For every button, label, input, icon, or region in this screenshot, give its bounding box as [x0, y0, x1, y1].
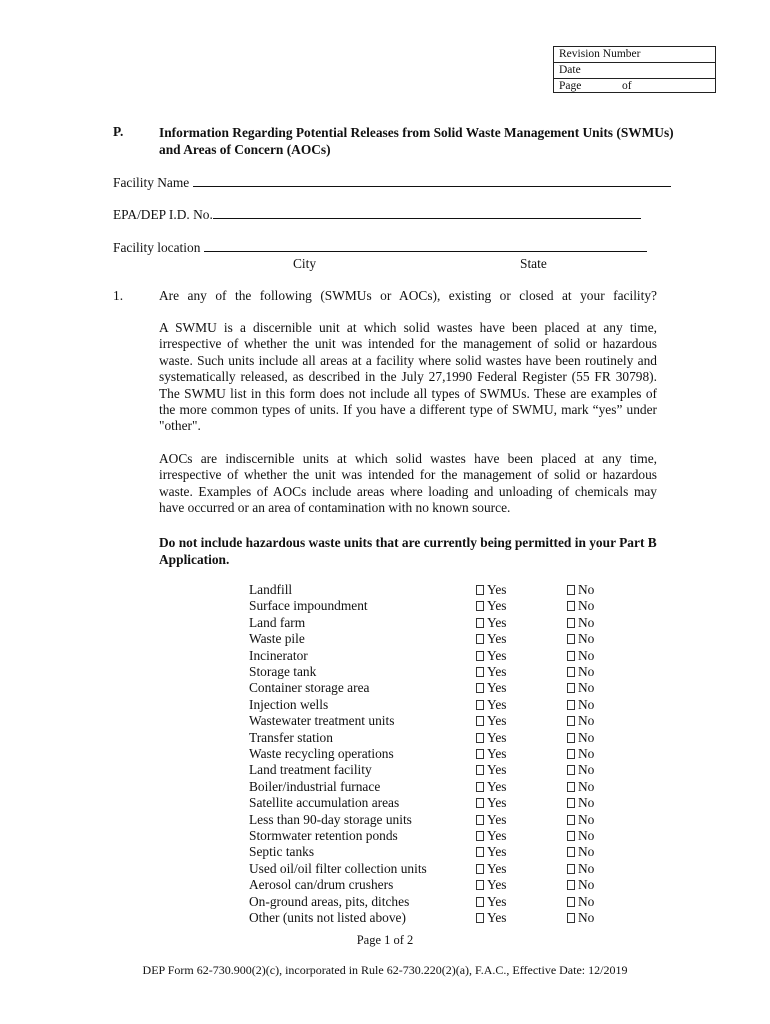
no-label: No [578, 860, 595, 876]
swmu-definition: A SWMU is a discernible unit at which solid wastes have been placed at any time, irrespective of whether the unit was intended for the management of solid or hazardous waste. Such units include all areas at a facility where solid wastes have been routinely and systematically released, as described in the July 27,1990 Federal Register (55 FR 30798). The SWMU list in this form does not include all types of SWMUs. These are examples of the more common types of units. If you have a different type of SWMU, mark “yes” under "other". [159, 320, 657, 434]
yes-checkbox[interactable] [476, 815, 484, 825]
yes-label: Yes [487, 778, 507, 794]
yes-option[interactable] [476, 648, 506, 664]
facility-name-label: Facility Name [113, 175, 190, 190]
instruction-note: Do not include hazardous waste units that are currently being permitted in your Part B Application. [159, 535, 657, 567]
no-label: No [578, 713, 595, 729]
no-label: No [578, 696, 595, 712]
section-title: Information Regarding Potential Releases from Solid Waste Management Units (SWMUs) and Areas of Concern (AOCs) [159, 125, 674, 157]
unit-label: Wastewater treatment units [249, 713, 395, 729]
yes-label: Yes [487, 762, 507, 778]
aoc-definition: AOCs are indiscernible units at which solid wastes have been placed at any time, irrespective of whether the unit was intended for the management of solid or hazardous waste. Examples of AOCs include areas where loading and unloading of chemicals may have occurred or an area of contamination with no known source. [159, 451, 657, 516]
yes-label: Yes [487, 877, 507, 893]
no-option[interactable] [567, 582, 594, 598]
unit-row [249, 877, 609, 893]
no-option[interactable] [567, 861, 594, 877]
unit-row [249, 762, 609, 778]
of-label: of [622, 80, 632, 92]
yes-option[interactable] [476, 615, 506, 631]
yes-checkbox[interactable] [476, 782, 484, 792]
no-checkbox[interactable] [567, 601, 575, 611]
yes-option[interactable] [476, 680, 506, 696]
unit-label: Aerosol can/drum crushers [249, 877, 394, 893]
yes-option[interactable] [476, 631, 506, 647]
yes-checkbox[interactable] [476, 683, 484, 693]
unit-row [249, 713, 609, 729]
no-checkbox[interactable] [567, 847, 575, 857]
unit-row [249, 680, 609, 696]
no-option[interactable] [567, 680, 594, 696]
state-caption: State [520, 256, 547, 271]
yes-checkbox[interactable] [476, 864, 484, 874]
unit-label: Used oil/oil filter collection units [249, 860, 427, 876]
unit-label: Boiler/industrial furnace [249, 778, 381, 794]
yes-option[interactable] [476, 894, 506, 910]
unit-row [249, 664, 609, 680]
unit-row [249, 582, 609, 598]
unit-label: On-ground areas, pits, ditches [249, 893, 410, 909]
no-option[interactable] [567, 664, 594, 680]
facility-name-input-line[interactable] [193, 174, 671, 187]
unit-row [249, 910, 609, 926]
unit-label: Landfill [249, 582, 293, 597]
no-option[interactable] [567, 615, 594, 631]
unit-label: Waste recycling operations [249, 746, 394, 761]
no-checkbox[interactable] [567, 651, 575, 661]
yes-label: Yes [487, 713, 507, 729]
revision-number-row[interactable] [554, 47, 715, 63]
yes-option[interactable] [476, 910, 506, 926]
epa-id-input-line[interactable] [213, 206, 641, 219]
question-number: 1. [113, 288, 124, 303]
unit-label: Waste pile [249, 631, 305, 647]
unit-label: Land farm [249, 614, 306, 630]
no-checkbox[interactable] [567, 815, 575, 825]
unit-label: Less than 90-day storage units [249, 811, 412, 827]
yes-checkbox[interactable] [476, 700, 484, 710]
yes-label: Yes [487, 647, 507, 663]
no-label: No [578, 795, 595, 811]
yes-label: Yes [487, 795, 507, 811]
no-label: No [578, 647, 595, 663]
facility-name-field [113, 174, 671, 191]
yes-checkbox[interactable] [476, 634, 484, 644]
yes-checkbox[interactable] [476, 749, 484, 759]
yes-checkbox[interactable] [476, 847, 484, 857]
unit-label: Other (units not listed above) [249, 910, 406, 925]
no-label: No [578, 664, 595, 679]
no-label: No [578, 844, 595, 860]
unit-row [249, 615, 609, 631]
yes-checkbox[interactable] [476, 651, 484, 661]
yes-option[interactable] [476, 730, 506, 746]
no-option[interactable] [567, 631, 594, 647]
no-label: No [578, 828, 595, 843]
yes-label: Yes [487, 582, 507, 597]
date-row[interactable] [554, 63, 715, 79]
unit-label: Septic tanks [249, 844, 315, 860]
epa-id-label: EPA/DEP I.D. No. [113, 207, 213, 222]
page-row[interactable] [554, 79, 715, 94]
revision-number-label: Revision Number [559, 48, 641, 60]
facility-location-field [113, 239, 647, 256]
no-label: No [578, 729, 595, 745]
yes-option[interactable] [476, 697, 506, 713]
yes-option[interactable] [476, 812, 506, 828]
yes-checkbox[interactable] [476, 618, 484, 628]
yes-checkbox[interactable] [476, 667, 484, 677]
unit-row [249, 779, 609, 795]
yes-option[interactable] [476, 746, 506, 762]
unit-row [249, 746, 609, 762]
yes-option[interactable] [476, 828, 506, 844]
yes-label: Yes [487, 844, 507, 860]
no-label: No [578, 598, 595, 614]
no-checkbox[interactable] [567, 765, 575, 775]
no-option[interactable] [567, 779, 594, 795]
no-checkbox[interactable] [567, 733, 575, 743]
unit-row [249, 648, 609, 664]
no-option[interactable] [567, 844, 594, 860]
no-option[interactable] [567, 598, 594, 614]
yes-option[interactable] [476, 664, 506, 680]
no-label: No [578, 778, 595, 794]
no-checkbox[interactable] [567, 897, 575, 907]
no-label: No [578, 762, 595, 778]
yes-option[interactable] [476, 779, 506, 795]
yes-checkbox[interactable] [476, 880, 484, 890]
no-checkbox[interactable] [567, 618, 575, 628]
yes-label: Yes [487, 631, 507, 647]
city-caption: City [293, 256, 317, 271]
no-checkbox[interactable] [567, 880, 575, 890]
unit-label: Container storage area [249, 680, 370, 696]
no-label: No [578, 877, 595, 893]
yes-label: Yes [487, 729, 507, 745]
no-option[interactable] [567, 877, 594, 893]
no-label: No [578, 614, 595, 630]
no-checkbox[interactable] [567, 913, 575, 923]
unit-label: Incinerator [249, 647, 308, 663]
no-checkbox[interactable] [567, 782, 575, 792]
no-label: No [578, 910, 595, 925]
no-option[interactable] [567, 730, 594, 746]
unit-label: Satellite accumulation areas [249, 795, 400, 811]
yes-checkbox[interactable] [476, 733, 484, 743]
no-checkbox[interactable] [567, 831, 575, 841]
yes-label: Yes [487, 598, 507, 614]
unit-row [249, 697, 609, 713]
no-checkbox[interactable] [567, 634, 575, 644]
no-option[interactable] [567, 795, 594, 811]
page-number: Page 1 of 2 [356, 933, 414, 947]
no-label: No [578, 631, 595, 647]
question-text: Are any of the following (SWMUs or AOCs), existing or closed at your facility? [159, 288, 657, 303]
no-checkbox[interactable] [567, 716, 575, 726]
yes-checkbox[interactable] [476, 716, 484, 726]
no-option[interactable] [567, 713, 594, 729]
yes-label: Yes [487, 664, 507, 679]
no-checkbox[interactable] [567, 667, 575, 677]
no-checkbox[interactable] [567, 585, 575, 595]
unit-label: Land treatment facility [249, 762, 372, 778]
yes-option[interactable] [476, 762, 506, 778]
unit-label: Stormwater retention ponds [249, 828, 398, 843]
no-checkbox[interactable] [567, 864, 575, 874]
date-label: Date [559, 64, 581, 76]
facility-location-input-line[interactable] [204, 239, 647, 252]
no-option[interactable] [567, 812, 594, 828]
yes-label: Yes [487, 910, 507, 925]
yes-option[interactable] [476, 598, 506, 614]
no-option[interactable] [567, 828, 594, 844]
no-label: No [578, 746, 595, 761]
unit-row [249, 894, 609, 910]
unit-label: Injection wells [249, 696, 329, 712]
no-checkbox[interactable] [567, 700, 575, 710]
unit-row [249, 861, 609, 877]
yes-label: Yes [487, 746, 507, 761]
yes-label: Yes [487, 828, 507, 843]
no-checkbox[interactable] [567, 683, 575, 693]
yes-checkbox[interactable] [476, 585, 484, 595]
no-option[interactable] [567, 697, 594, 713]
unit-row [249, 828, 609, 844]
yes-label: Yes [487, 811, 507, 827]
yes-option[interactable] [476, 844, 506, 860]
no-option[interactable] [567, 762, 594, 778]
section-letter: P. [113, 124, 124, 139]
epa-id-field [113, 206, 641, 223]
yes-option[interactable] [476, 861, 506, 877]
unit-row [249, 631, 609, 647]
unit-row [249, 598, 609, 614]
yes-label: Yes [487, 860, 507, 876]
unit-label: Transfer station [249, 729, 333, 745]
yes-checkbox[interactable] [476, 798, 484, 808]
no-option[interactable] [567, 910, 594, 926]
no-checkbox[interactable] [567, 798, 575, 808]
yes-option[interactable] [476, 877, 506, 893]
no-label: No [578, 893, 595, 909]
yes-option[interactable] [476, 713, 506, 729]
no-label: No [578, 582, 595, 597]
unit-row [249, 844, 609, 860]
page-label: Page [559, 80, 582, 92]
yes-option[interactable] [476, 795, 506, 811]
yes-label: Yes [487, 696, 507, 712]
unit-label: Storage tank [249, 664, 317, 679]
yes-checkbox[interactable] [476, 765, 484, 775]
no-option[interactable] [567, 894, 594, 910]
yes-checkbox[interactable] [476, 913, 484, 923]
no-label: No [578, 680, 595, 696]
no-label: No [578, 811, 595, 827]
yes-label: Yes [487, 680, 507, 696]
unit-row [249, 812, 609, 828]
unit-label: Surface impoundment [249, 598, 368, 614]
yes-checkbox[interactable] [476, 897, 484, 907]
unit-row [249, 730, 609, 746]
no-option[interactable] [567, 648, 594, 664]
yes-label: Yes [487, 893, 507, 909]
no-option[interactable] [567, 746, 594, 762]
form-footer: DEP Form 62-730.900(2)(c), incorporated in Rule 62-730.220(2)(a), F.A.C., Effective Date: 12/2019 [142, 963, 628, 977]
no-checkbox[interactable] [567, 749, 575, 759]
facility-location-label: Facility location [113, 240, 201, 255]
yes-checkbox[interactable] [476, 831, 484, 841]
yes-label: Yes [487, 614, 507, 630]
yes-checkbox[interactable] [476, 601, 484, 611]
yes-option[interactable] [476, 582, 506, 598]
revision-box [553, 46, 716, 93]
unit-row [249, 795, 609, 811]
